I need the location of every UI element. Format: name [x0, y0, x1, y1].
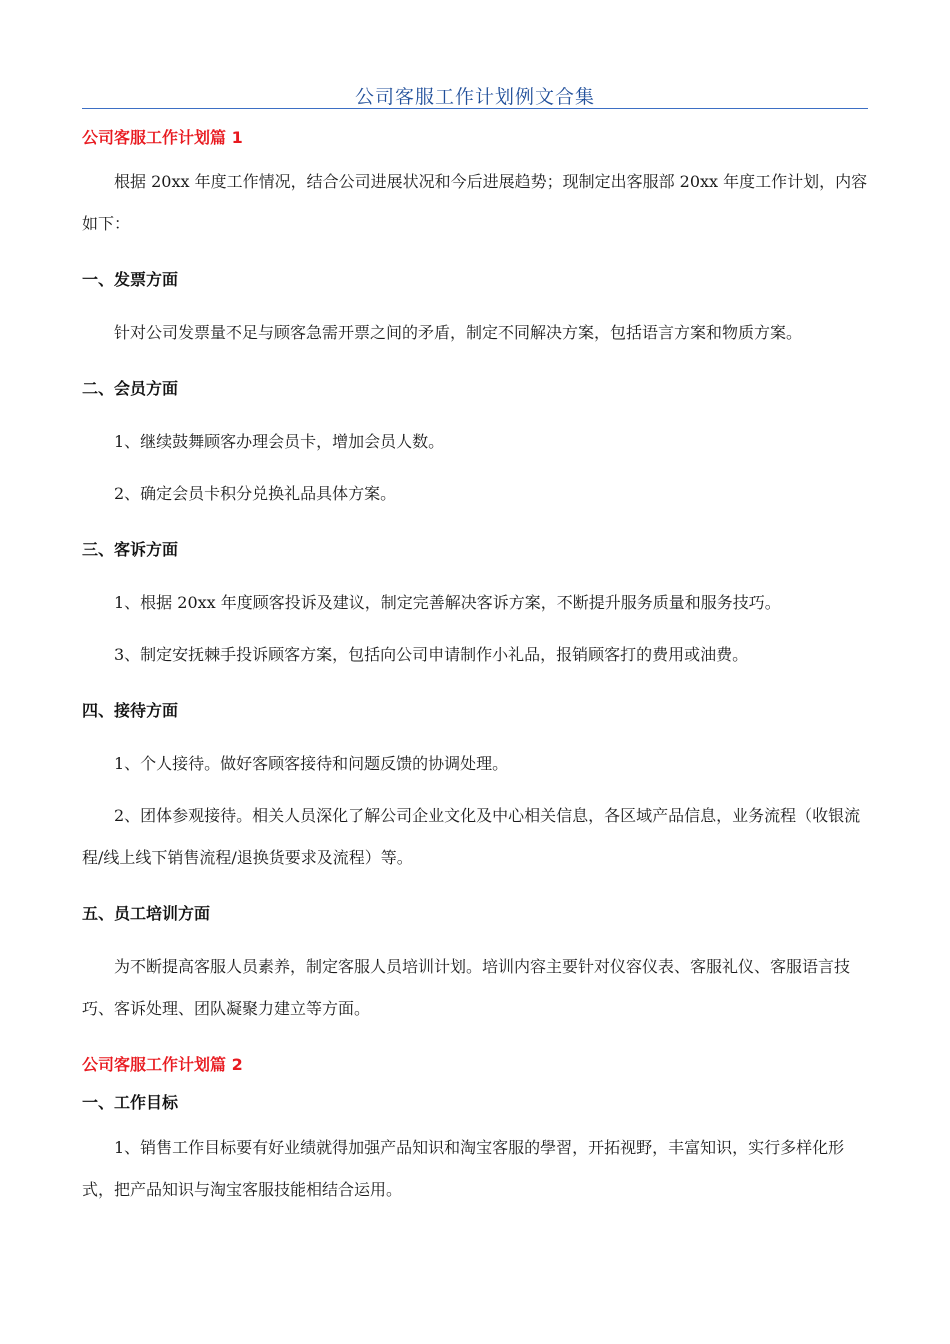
section-heading-invoice: 一、发票方面 [82, 270, 179, 289]
part-2-heading: 公司客服工作计划篇 2 [82, 1055, 243, 1074]
part-1-intro: 根据 20xx 年度工作情况，结合公司进展状况和今后进展趋势；现制定出客服部 20xx 年度工作计划，内容如下： [82, 172, 868, 233]
paragraph: 2、确定会员卡积分兑换礼品具体方案。 [114, 484, 397, 503]
part-1-heading: 公司客服工作计划篇 1 [82, 128, 243, 147]
paragraph: 1、个人接待。做好客顾客接待和问题反馈的协调处理。 [114, 754, 509, 773]
paragraph: 1、销售工作目标要有好业绩就得加强产品知识和淘宝客服的學習，开拓视野，丰富知识，实行多样化形式，把产品知识与淘宝客服技能相结合运用。 [82, 1138, 845, 1199]
paragraph: 2、团体参观接待。相关人员深化了解公司企业文化及中心相关信息，各区域产品信息，业务流程（收银流程/线上线下销售流程/退换货要求及流程）等。 [82, 806, 861, 867]
paragraph: 1、继续鼓舞顾客办理会员卡，增加会员人数。 [114, 432, 445, 451]
document-body [82, 126, 868, 1211]
paragraph: 3、制定安抚棘手投诉顾客方案，包括向公司申请制作小礼品，报销顾客打的费用或油费。 [114, 645, 749, 664]
title-divider [82, 108, 868, 109]
part-1 [82, 126, 868, 1030]
section-heading-membership: 二、会员方面 [82, 379, 179, 398]
section-heading-complaints: 三、客诉方面 [82, 540, 179, 559]
section-heading-training: 五、员工培训方面 [82, 904, 211, 923]
paragraph: 为不断提高客服人员素养，制定客服人员培训计划。培训内容主要针对仪容仪表、客服礼仪、客服语言技巧、客诉处理、团队凝聚力建立等方面。 [82, 957, 851, 1018]
section-heading-reception: 四、接待方面 [82, 701, 179, 720]
paragraph: 1、根据 20xx 年度顾客投诉及建议，制定完善解决客诉方案，不断提升服务质量和服务技巧。 [114, 593, 781, 612]
document-title: 公司客服工作计划例文合集 [354, 86, 595, 108]
section-heading-goals: 一、工作目标 [82, 1093, 179, 1112]
part-2 [82, 1053, 868, 1211]
paragraph: 针对公司发票量不足与顾客急需开票之间的矛盾，制定不同解决方案，包括语言方案和物质方案。 [114, 323, 803, 342]
